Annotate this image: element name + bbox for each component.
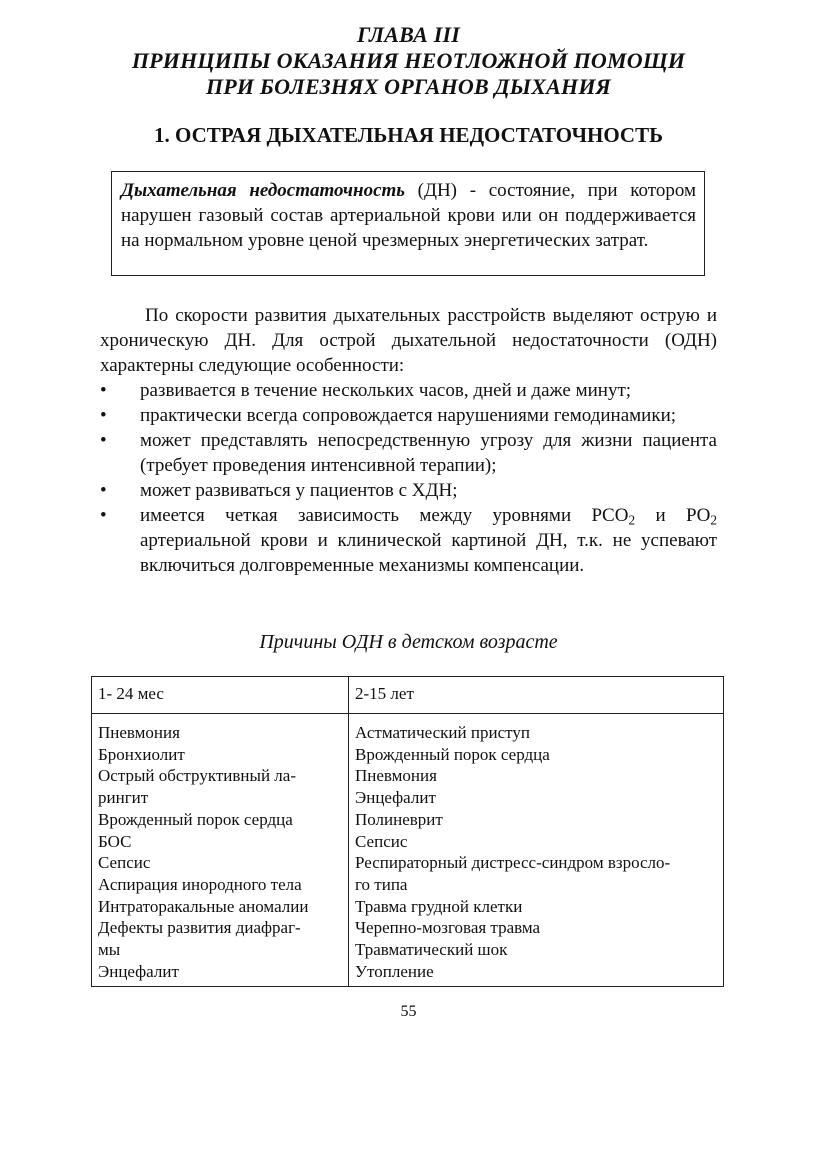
subscript: 2 — [710, 512, 717, 528]
bullet-icon: • — [100, 430, 107, 451]
cell-line: го типа — [355, 874, 408, 894]
page-number: 55 — [400, 1003, 417, 1020]
list-item-text: может развиваться у пациентов с ХДН; — [140, 480, 458, 501]
definition-term: Дыхательная недостаточность — [121, 180, 405, 201]
list-item-text: может представлять непосредственную угрозу для жизни пациента (требует проведения интенсивной терапии); — [140, 430, 717, 476]
table-caption: Причины ОДН в детском возрасте — [259, 631, 558, 653]
list-item — [100, 428, 717, 478]
cell-line: БОС — [98, 831, 132, 851]
cell-line: Энцефалит — [355, 788, 436, 808]
causes-table — [91, 676, 724, 987]
bullet-icon: • — [100, 505, 107, 526]
list-item — [100, 478, 717, 503]
cell-line: Травматический шок — [355, 940, 508, 960]
cell-line: мы — [98, 940, 121, 960]
cell-line: Врожденный порок сердца — [355, 744, 550, 764]
cell-line: Респираторный дистресс-синдром взросло- — [355, 853, 671, 873]
cell-line: Утопление — [355, 961, 434, 981]
cell-line: Полиневрит — [355, 809, 443, 829]
list-item — [100, 403, 717, 428]
cell-line: Дефекты развития диафраг- — [98, 918, 301, 938]
list-item-text — [140, 505, 717, 576]
bullet-icon: • — [100, 380, 107, 401]
table-row — [92, 714, 724, 987]
column-header-age-2: 2-15 лет — [349, 677, 724, 714]
list-item-text: развивается в течение нескольких часов, дней и даже минут; — [140, 380, 632, 401]
chapter-heading — [100, 22, 717, 100]
table-header-row — [92, 677, 724, 714]
text-segment: артериальной крови и клинической картиной ДН, т.к. не успевают включиться долговременные механизмы компенсации. — [140, 530, 717, 576]
chapter-title-line1: ПРИНЦИПЫ ОКАЗАНИЯ НЕОТЛОЖНОЙ ПОМОЩИ — [131, 48, 686, 73]
column-header-age-1: 1- 24 мес — [92, 677, 349, 714]
cell-line: Сепсис — [98, 853, 151, 873]
list-item — [100, 378, 717, 403]
cell-line: Сепсис — [355, 831, 408, 851]
cell-line: Травма грудной клетки — [355, 896, 523, 916]
section-title: 1. ОСТРАЯ ДЫХАТЕЛЬНАЯ НЕДОСТАТОЧНОСТЬ — [154, 123, 663, 147]
text-segment: имеется четкая зависимость между уровнями PCO — [140, 505, 629, 526]
cell-line: Интраторакальные аномалии — [98, 896, 309, 916]
cell-line: Врожденный порок сердца — [98, 809, 293, 829]
cell-line: Пневмония — [98, 723, 180, 742]
cell-line: Астматический приступ — [355, 723, 530, 742]
bullet-icon: • — [100, 480, 107, 501]
definition-text: (ДН) - состояние, при котором нарушен газовый состав артериальной крови или он поддерживается на нормальном уровне ценой чрезмерных энергетических затрат. — [121, 180, 696, 251]
cell-line: Аспирация инородного тела — [98, 874, 302, 894]
cell-line: Черепно-мозговая травма — [355, 918, 541, 938]
causes-column-infants — [92, 714, 349, 987]
causes-column-children — [349, 714, 724, 987]
cell-line: рингит — [98, 788, 149, 808]
cell-line: Острый обструктивный ла- — [98, 766, 296, 786]
list-item-text: практически всегда сопровождается нарушениями гемодинамики; — [140, 405, 677, 426]
intro-paragraph: По скорости развития дыхательных расстройств выделяют острую и хроническую ДН. Для острой дыхательной недостаточности (ОДН) характерны следующие особенности: — [100, 305, 717, 376]
cell-line: Энцефалит — [98, 961, 179, 981]
chapter-title-line2: ПРИ БОЛЕЗНЯХ ОРГАНОВ ДЫХАНИЯ — [205, 74, 612, 99]
definition-box — [111, 171, 705, 276]
subscript: 2 — [628, 512, 636, 528]
cell-line: Пневмония — [355, 766, 437, 786]
chapter-number: ГЛАВА III — [356, 22, 461, 47]
list-item — [100, 503, 717, 578]
cell-line: Бронхиолит — [98, 744, 185, 764]
text-segment: и PO — [635, 505, 711, 526]
bullet-icon: • — [100, 405, 107, 426]
features-list — [100, 378, 717, 578]
